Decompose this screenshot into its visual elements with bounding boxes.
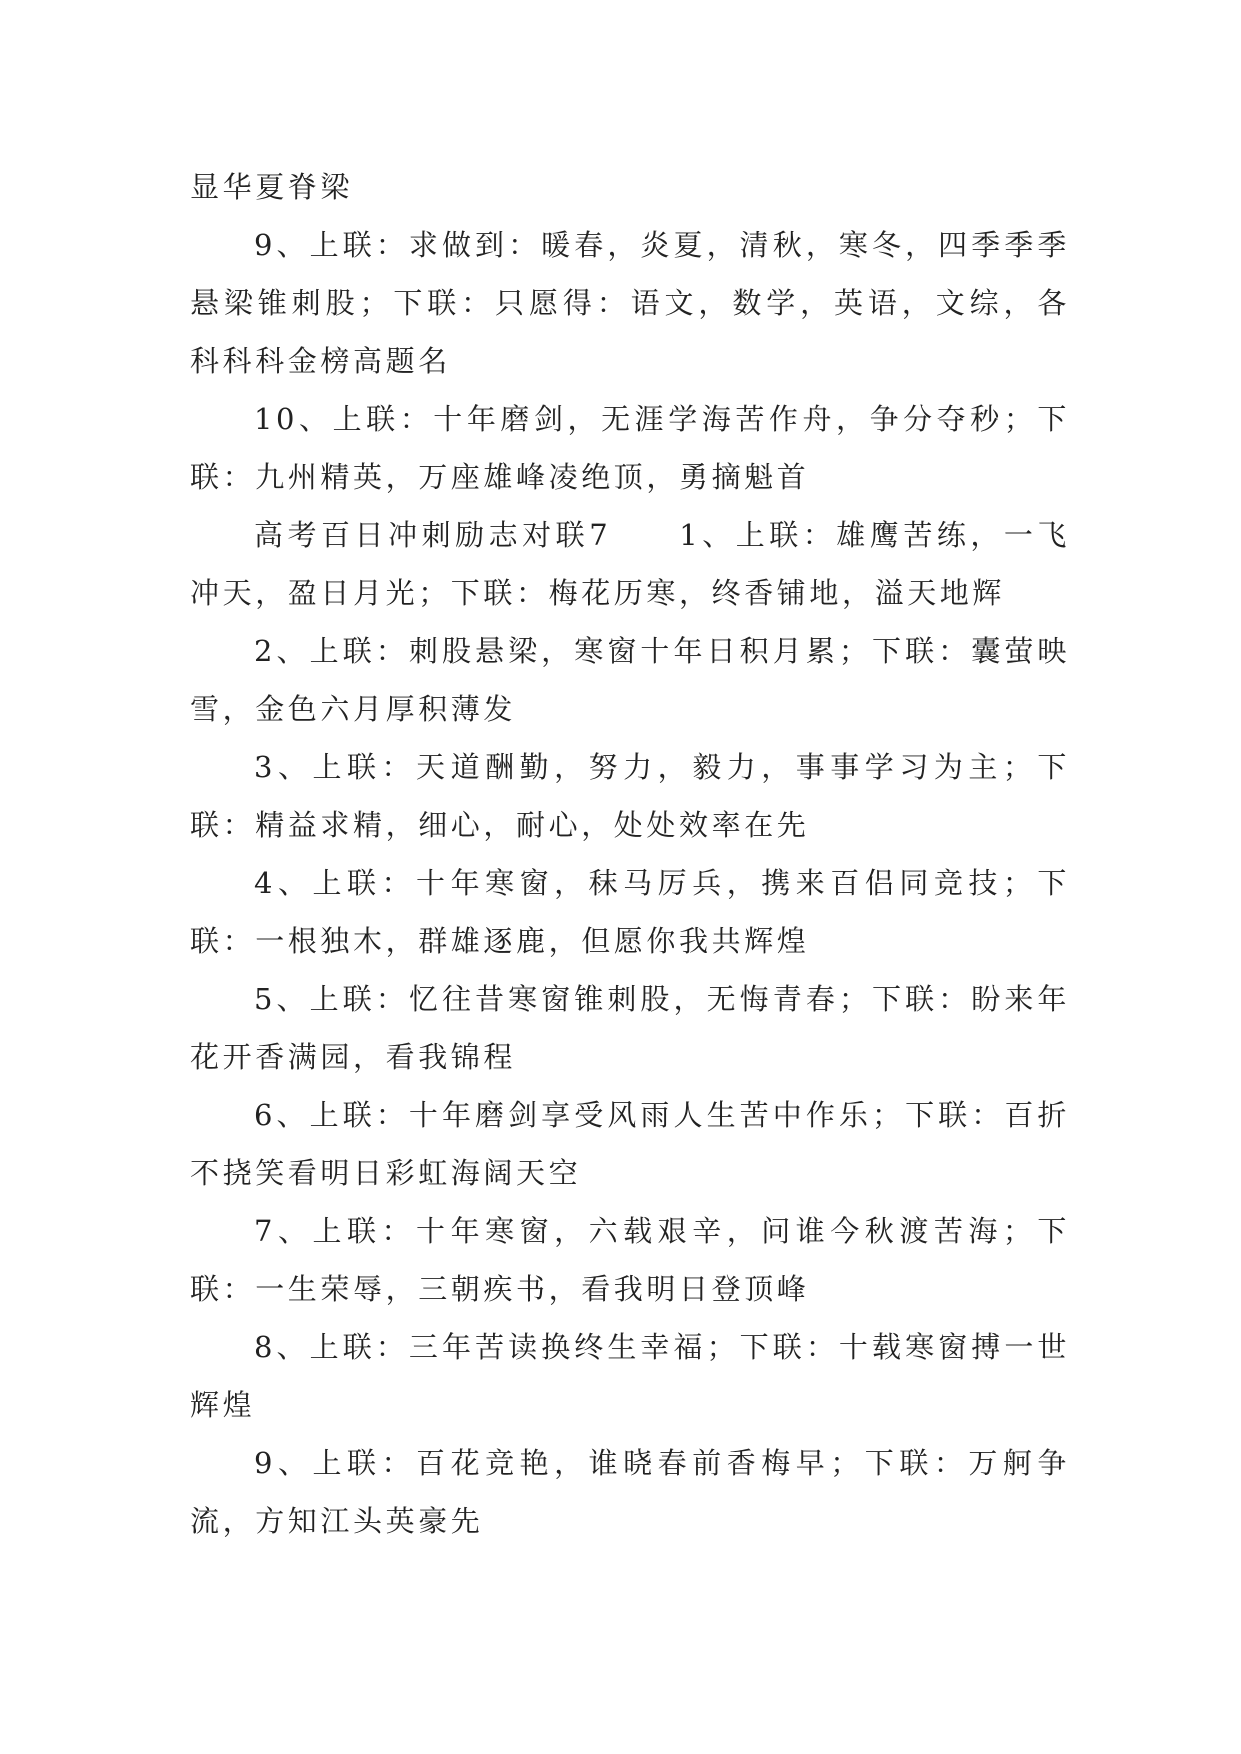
section-7-couplet-5: 5、上联：忆往昔寒窗锥刺股，无悔青春；下联：盼来年花开香满园，看我锦程 [190, 982, 1070, 1074]
section-7-couplet-3: 3、上联：天道酬勤，努力，毅力，事事学习为主；下联：精益求精，细心，耐心，处处效率在先 [190, 750, 1070, 842]
paragraph-continuation: 显华夏脊梁 [190, 170, 354, 204]
couplet-10: 10、上联：十年磨剑，无涯学海苦作舟，争分夺秒；下联：九州精英，万座雄峰凌绝顶，勇摘魁首 [190, 402, 1070, 494]
section-7-couplet-7: 7、上联：十年寒窗，六载艰辛，问谁今秋渡苦海；下联：一生荣辱，三朝疾书，看我明日登顶峰 [190, 1214, 1070, 1306]
section-7-couplet-2: 2、上联：刺股悬梁，寒窗十年日积月累；下联：囊萤映雪，金色六月厚积薄发 [190, 634, 1070, 726]
section-7-couplet-9: 9、上联：百花竞艳，谁晓春前香梅早；下联：万舸争流，方知江头英豪先 [190, 1446, 1070, 1538]
section-7-couplet-8: 8、上联：三年苦读换终生幸福；下联：十载寒窗搏一世辉煌 [190, 1330, 1070, 1422]
section-7-couplet-1: 高考百日冲刺励志对联7 1、上联：雄鹰苦练，一飞冲天，盈日月光；下联：梅花历寒，终香铺地，溢天地辉 [190, 518, 1070, 610]
section-7-couplet-4: 4、上联：十年寒窗，秣马厉兵，携来百侣同竞技；下联：一根独木，群雄逐鹿，但愿你我共辉煌 [190, 866, 1070, 958]
couplet-9: 9、上联：求做到：暖春，炎夏，清秋，寒冬，四季季季悬梁锥刺股；下联：只愿得：语文，数学，英语，文综，各科科科金榜高题名 [190, 228, 1070, 378]
document-page [190, 158, 1070, 1550]
section-7-couplet-6: 6、上联：十年磨剑享受风雨人生苦中作乐；下联：百折不挠笑看明日彩虹海阔天空 [190, 1098, 1070, 1190]
